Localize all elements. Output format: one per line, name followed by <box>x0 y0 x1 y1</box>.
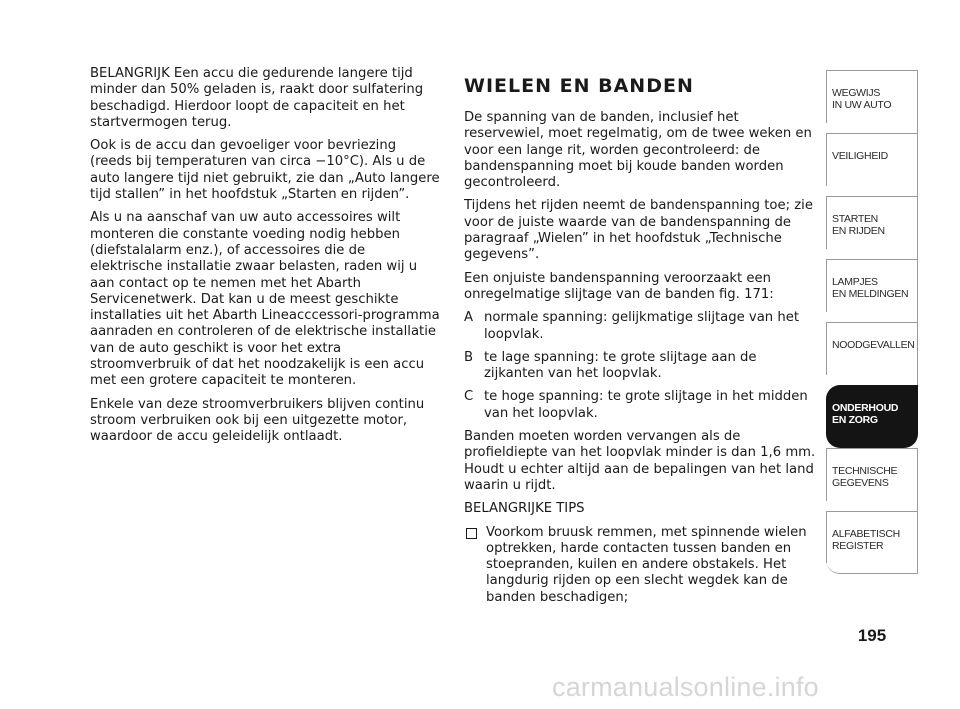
list-item <box>464 389 816 422</box>
tip-bullet <box>464 525 816 606</box>
tab-starten-en-rijden[interactable] <box>826 196 918 259</box>
tab-label: NOODGEVALLEN <box>832 339 915 351</box>
page-number: 195 <box>857 626 887 645</box>
list-item-letter: C <box>464 389 474 405</box>
tab-label: IN UW AUTO <box>832 99 892 111</box>
tab-wegwijs[interactable] <box>826 70 918 133</box>
right-column <box>464 75 816 613</box>
paragraph-battery-freezing: Ook is de accu dan gevoeliger voor bevriezing (reeds bij temperaturen van circa −10°C). Als u de auto langere tijd niet gebruikt, zie dan „Auto langere tijd stallen” in het hoofdstuk „Starten en rijden”. <box>90 138 440 203</box>
tab-lampjes-en-meldingen[interactable] <box>826 259 918 322</box>
list-item-letter: A <box>464 310 474 326</box>
checkbox-bullet-icon <box>466 528 477 539</box>
list-item-text: normale spanning: gelijkmatige slijtage van het loopvlak. <box>484 310 799 342</box>
tab-label: TECHNISCHE <box>832 465 898 477</box>
list-item-text: te lage spanning: te grote slijtage aan de zijkanten van het loopvlak. <box>484 349 757 382</box>
paragraph-tread-depth: Banden moeten worden vervangen als de profieldiepte van het loopvlak minder is dan 1,6 mm. Houdt u echter altijd aan de bepalingen van het land waarin u rijdt. <box>464 429 816 493</box>
tab-alfabetisch-register[interactable] <box>826 511 918 574</box>
tab-label: EN RIJDEN <box>832 225 885 237</box>
paragraph-tyre-pressure: De spanning van de banden, inclusief het reservewiel, moet regelmatig, om de twee weken en voor een lange rit, worden gecontroleerd: de bandenspanning moet bij koude banden worden gecontroleerd. <box>464 110 812 191</box>
list-item <box>464 310 816 343</box>
tips-heading: BELANGRIJKE TIPS <box>464 501 585 517</box>
chapter-sidebar <box>826 70 918 574</box>
tab-label: ALFABETISCH <box>832 528 900 540</box>
watermark: carmanualsonline.info <box>552 672 819 702</box>
tab-label: EN MELDINGEN <box>832 288 909 300</box>
left-column <box>90 66 440 453</box>
paragraph-wrong-pressure: Een onjuiste bandenspanning veroorzaakt een onregelmatige slijtage van de banden fig. 171: <box>464 270 774 302</box>
paragraph-battery-sulfation: BELANGRIJK Een accu die gedurende langere tijd minder dan 50% geladen is, raakt door sulfatering beschadigd. Hierdoor loopt de capaciteit en het startvermogen terug. <box>90 66 424 130</box>
section-heading: WIELEN EN BANDEN <box>464 75 694 97</box>
tab-label: EN ZORG <box>832 414 878 426</box>
tab-noodgevallen[interactable] <box>826 322 918 385</box>
tip-text: Voorkom bruusk remmen, met spinnende wielen optrekken, harde contacten tussen banden en stoepranden, kuilen en andere obstakels. Het langdurig rijden op een slecht wegdek kan de banden beschadigen; <box>486 524 807 605</box>
tab-label: GEGEVENS <box>832 477 889 489</box>
paragraph-pressure-increase: Tijdens het rijden neemt de bandenspanning toe; zie voor de juiste waarde van de bandenspanning de paragraaf „Wielen” in het hoofdstuk „Technische gegevens”. <box>464 198 813 263</box>
tab-label: STARTEN <box>832 213 878 225</box>
tab-label: WEGWIJS <box>832 87 881 99</box>
tab-label: REGISTER <box>832 540 884 552</box>
tab-label: LAMPJES <box>832 276 878 288</box>
tab-label: VEILIGHEID <box>832 150 888 162</box>
list-item-text: te hoge spanning: te grote slijtage in het midden van het loopvlak. <box>484 389 808 421</box>
tab-technische-gegevens[interactable] <box>826 448 918 511</box>
paragraph-continuous-consumers: Enkele van deze stroomverbruikers blijven continu stroom verbruiken ook bij een uitgezette motor, waardoor de accu geleidelijk ontlaadt. <box>90 396 425 445</box>
tab-label: ONDERHOUD <box>832 402 899 414</box>
paragraph-accessories: Als u na aanschaf van uw auto accessoires wilt monteren die constante voeding nodig hebben (diefstalalarm enz.), of accessoires die de elektrische installatie zwaar belasten, raden wij u aan contact op te nemen met het Abarth Servicenetwerk. Dat kan u de meest geschikte installaties uit het Abarth Lineacccessori-programma aanraden en controleren of de elektrische installatie van de auto geschikt is voor het extra stroomverbruik of dat het noodzakelijk is een accu met een grotere capaciteit te monteren. <box>90 210 440 389</box>
list-item <box>464 350 816 383</box>
tab-veiligheid[interactable] <box>826 133 918 196</box>
tab-onderhoud-en-zorg[interactable] <box>826 385 918 448</box>
list-item-letter: B <box>464 349 474 365</box>
